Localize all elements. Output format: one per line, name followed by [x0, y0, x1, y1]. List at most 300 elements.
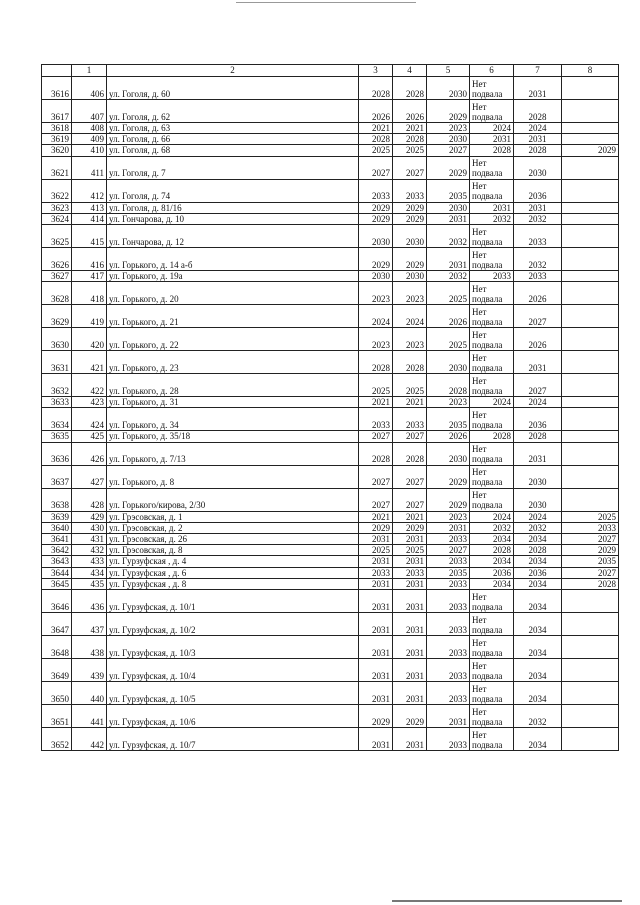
basement-col6-cell: Нет подвала [470, 225, 514, 248]
address-cell: ул. Грэсовская, д. 2 [107, 522, 359, 533]
table-row [42, 179, 619, 202]
item-number-cell: 420 [72, 328, 107, 351]
year-col5-cell: 2033 [427, 556, 470, 567]
address-cell: ул. Горького, д. 8 [107, 465, 359, 488]
item-number-cell: 426 [72, 442, 107, 465]
year-col5-cell: 2032 [427, 225, 470, 248]
year-col7-cell: 2030 [514, 465, 562, 488]
table-row [42, 705, 619, 728]
table-row [42, 511, 619, 522]
address-cell: ул. Гурзуфская, д. 10/2 [107, 613, 359, 636]
year-col4-cell: 2027 [393, 465, 427, 488]
table-row [42, 545, 619, 556]
address-cell: ул. Гурзуфская, д. 10/6 [107, 705, 359, 728]
address-cell: ул. Гурзуфская , д. 8 [107, 578, 359, 589]
year-col3-cell: 2027 [359, 156, 393, 179]
table-row [42, 408, 619, 431]
address-cell: ул. Гурзуфская, д. 10/1 [107, 590, 359, 613]
item-number-cell: 425 [72, 431, 107, 442]
year-col8-cell [562, 397, 619, 408]
year-col7-cell: 2028 [514, 100, 562, 123]
table-row [42, 534, 619, 545]
address-cell: ул. Гоголя, д. 7 [107, 156, 359, 179]
year-col8-cell: 2028 [562, 578, 619, 589]
year-col5-cell: 2030 [427, 442, 470, 465]
year-col3-cell: 2021 [359, 123, 393, 134]
address-cell: ул. Горького, д. 35/18 [107, 431, 359, 442]
year-col8-cell: 2027 [562, 567, 619, 578]
year-col3-cell: 2027 [359, 431, 393, 442]
table-row [42, 590, 619, 613]
row-number-cell: 3632 [42, 374, 72, 397]
year-col7-cell: 2031 [514, 202, 562, 213]
year-col7-cell: 2026 [514, 328, 562, 351]
year-col4-cell: 2031 [393, 534, 427, 545]
table-row [42, 77, 619, 100]
year-col8-cell [562, 179, 619, 202]
year-col4-cell: 2031 [393, 613, 427, 636]
basement-col6-cell: Нет подвала [470, 156, 514, 179]
table-row [42, 225, 619, 248]
row-number-cell: 3649 [42, 659, 72, 682]
address-cell: ул. Горького, д. 31 [107, 397, 359, 408]
year-col7-cell: 2033 [514, 225, 562, 248]
year-col4-cell: 2029 [393, 248, 427, 271]
year-col8-cell [562, 488, 619, 511]
header-cell-1: 1 [72, 65, 107, 77]
year-col7-cell: 2034 [514, 556, 562, 567]
item-number-cell: 418 [72, 282, 107, 305]
year-col8-cell [562, 728, 619, 751]
address-cell: ул. Горького, д. 14 а-б [107, 248, 359, 271]
row-number-cell: 3641 [42, 534, 72, 545]
item-number-cell: 424 [72, 408, 107, 431]
table-row [42, 567, 619, 578]
table-row [42, 351, 619, 374]
year-col5-cell: 2029 [427, 156, 470, 179]
table-row [42, 659, 619, 682]
item-number-cell: 422 [72, 374, 107, 397]
basement-col6-cell: Нет подвала [470, 682, 514, 705]
year-col5-cell: 2026 [427, 431, 470, 442]
year-col4-cell: 2031 [393, 682, 427, 705]
year-col8-cell [562, 442, 619, 465]
address-cell: ул. Грэсовская, д. 8 [107, 545, 359, 556]
address-cell: ул. Горького, д. 7/13 [107, 442, 359, 465]
basement-col6-cell: Нет подвала [470, 488, 514, 511]
row-number-cell: 3651 [42, 705, 72, 728]
row-number-cell: 3619 [42, 134, 72, 145]
table-row [42, 488, 619, 511]
year-col4-cell: 2021 [393, 123, 427, 134]
row-number-cell: 3645 [42, 578, 72, 589]
item-number-cell: 421 [72, 351, 107, 374]
year-col4-cell: 2028 [393, 442, 427, 465]
address-cell: ул. Горького, д. 22 [107, 328, 359, 351]
year-col5-cell: 2035 [427, 179, 470, 202]
year-col3-cell: 2028 [359, 134, 393, 145]
basement-col6-cell: 2034 [470, 578, 514, 589]
year-col3-cell: 2031 [359, 682, 393, 705]
year-col7-cell: 2027 [514, 374, 562, 397]
year-col5-cell: 2033 [427, 682, 470, 705]
row-number-cell: 3639 [42, 511, 72, 522]
scan-artifact-top [236, 2, 416, 3]
year-col3-cell: 2033 [359, 179, 393, 202]
item-number-cell: 413 [72, 202, 107, 213]
item-number-cell: 427 [72, 465, 107, 488]
year-col5-cell: 2035 [427, 567, 470, 578]
year-col7-cell: 2031 [514, 134, 562, 145]
year-col3-cell: 2029 [359, 202, 393, 213]
item-number-cell: 434 [72, 567, 107, 578]
year-col7-cell: 2036 [514, 179, 562, 202]
year-col8-cell [562, 682, 619, 705]
year-col3-cell: 2031 [359, 636, 393, 659]
year-col8-cell [562, 123, 619, 134]
row-number-cell: 3636 [42, 442, 72, 465]
year-col3-cell: 2031 [359, 556, 393, 567]
basement-col6-cell: Нет подвала [470, 351, 514, 374]
year-col7-cell: 2034 [514, 534, 562, 545]
row-number-cell: 3646 [42, 590, 72, 613]
basement-col6-cell: 2024 [470, 123, 514, 134]
basement-col6-cell: 2031 [470, 202, 514, 213]
year-col4-cell: 2029 [393, 213, 427, 224]
table-row [42, 465, 619, 488]
address-cell: ул. Гоголя, д. 63 [107, 123, 359, 134]
year-col8-cell [562, 100, 619, 123]
year-col4-cell: 2030 [393, 225, 427, 248]
year-col7-cell: 2032 [514, 213, 562, 224]
year-col3-cell: 2031 [359, 534, 393, 545]
table-row [42, 328, 619, 351]
year-col8-cell [562, 374, 619, 397]
table-row [42, 578, 619, 589]
item-number-cell: 441 [72, 705, 107, 728]
year-col3-cell: 2029 [359, 213, 393, 224]
year-col4-cell: 2031 [393, 556, 427, 567]
year-col8-cell [562, 225, 619, 248]
year-col3-cell: 2033 [359, 567, 393, 578]
address-cell: ул. Гончарова, д. 12 [107, 225, 359, 248]
year-col4-cell: 2031 [393, 590, 427, 613]
row-number-cell: 3628 [42, 282, 72, 305]
year-col8-cell [562, 328, 619, 351]
row-number-cell: 3626 [42, 248, 72, 271]
year-col7-cell: 2031 [514, 442, 562, 465]
item-number-cell: 412 [72, 179, 107, 202]
year-col8-cell [562, 351, 619, 374]
item-number-cell: 414 [72, 213, 107, 224]
address-cell: ул. Гурзуфская, д. 10/5 [107, 682, 359, 705]
year-col4-cell: 2031 [393, 578, 427, 589]
basement-col6-cell: Нет подвала [470, 179, 514, 202]
table-row [42, 100, 619, 123]
header-cell-5: 5 [427, 65, 470, 77]
year-col5-cell: 2031 [427, 522, 470, 533]
address-cell: ул. Гурзуфская , д. 6 [107, 567, 359, 578]
year-col5-cell: 2033 [427, 613, 470, 636]
row-number-cell: 3638 [42, 488, 72, 511]
basement-col6-cell: 2032 [470, 522, 514, 533]
basement-col6-cell: 2028 [470, 545, 514, 556]
year-col4-cell: 2025 [393, 145, 427, 156]
row-number-cell: 3647 [42, 613, 72, 636]
table-row [42, 123, 619, 134]
row-number-cell: 3625 [42, 225, 72, 248]
year-col4-cell: 2027 [393, 156, 427, 179]
address-cell: ул. Горького, д. 34 [107, 408, 359, 431]
year-col5-cell: 2026 [427, 305, 470, 328]
basement-col6-cell: Нет подвала [470, 248, 514, 271]
address-cell: ул. Горького, д. 19а [107, 271, 359, 282]
table-row [42, 374, 619, 397]
year-col7-cell: 2032 [514, 705, 562, 728]
year-col7-cell: 2036 [514, 408, 562, 431]
header-cell-6: 6 [470, 65, 514, 77]
year-col4-cell: 2027 [393, 431, 427, 442]
item-number-cell: 435 [72, 578, 107, 589]
table-row [42, 431, 619, 442]
year-col3-cell: 2031 [359, 590, 393, 613]
year-col3-cell: 2028 [359, 77, 393, 100]
row-number-cell: 3616 [42, 77, 72, 100]
item-number-cell: 433 [72, 556, 107, 567]
row-number-cell: 3640 [42, 522, 72, 533]
basement-col6-cell: 2036 [470, 567, 514, 578]
year-col5-cell: 2030 [427, 77, 470, 100]
item-number-cell: 416 [72, 248, 107, 271]
table-row [42, 271, 619, 282]
year-col8-cell [562, 282, 619, 305]
year-col5-cell: 2029 [427, 100, 470, 123]
year-col8-cell: 2033 [562, 522, 619, 533]
year-col3-cell: 2029 [359, 248, 393, 271]
item-number-cell: 407 [72, 100, 107, 123]
table-row [42, 636, 619, 659]
table-row [42, 442, 619, 465]
item-number-cell: 411 [72, 156, 107, 179]
year-col3-cell: 2027 [359, 465, 393, 488]
basement-col6-cell: Нет подвала [470, 728, 514, 751]
year-col5-cell: 2029 [427, 465, 470, 488]
year-col3-cell: 2025 [359, 145, 393, 156]
header-cell-8: 8 [562, 65, 619, 77]
year-col7-cell: 2024 [514, 511, 562, 522]
table-row [42, 556, 619, 567]
year-col7-cell: 2030 [514, 488, 562, 511]
item-number-cell: 409 [72, 134, 107, 145]
year-col3-cell: 2024 [359, 305, 393, 328]
header-cell-7: 7 [514, 65, 562, 77]
year-col8-cell [562, 271, 619, 282]
basement-col6-cell: Нет подвала [470, 408, 514, 431]
row-number-cell: 3630 [42, 328, 72, 351]
year-col4-cell: 2024 [393, 305, 427, 328]
year-col3-cell: 2028 [359, 442, 393, 465]
year-col3-cell: 2029 [359, 705, 393, 728]
year-col5-cell: 2023 [427, 123, 470, 134]
address-cell: ул. Гоголя, д. 81/16 [107, 202, 359, 213]
year-col4-cell: 2033 [393, 408, 427, 431]
address-cell: ул. Грэсовская, д. 1 [107, 511, 359, 522]
year-col5-cell: 2031 [427, 248, 470, 271]
item-number-cell: 436 [72, 590, 107, 613]
year-col3-cell: 2026 [359, 100, 393, 123]
basement-col6-cell: Нет подвала [470, 636, 514, 659]
item-number-cell: 410 [72, 145, 107, 156]
basement-col6-cell: 2024 [470, 397, 514, 408]
year-col5-cell: 2033 [427, 728, 470, 751]
table-row [42, 156, 619, 179]
address-cell: ул. Гончарова, д. 10 [107, 213, 359, 224]
basement-col6-cell: 2028 [470, 431, 514, 442]
header-cell-4: 4 [393, 65, 427, 77]
year-col5-cell: 2033 [427, 636, 470, 659]
table-row [42, 213, 619, 224]
year-col8-cell: 2025 [562, 511, 619, 522]
year-col3-cell: 2025 [359, 374, 393, 397]
address-cell: ул. Гоголя, д. 60 [107, 77, 359, 100]
year-col5-cell: 2029 [427, 488, 470, 511]
year-col8-cell [562, 202, 619, 213]
table-row [42, 202, 619, 213]
year-col7-cell: 2034 [514, 613, 562, 636]
year-col4-cell: 2027 [393, 488, 427, 511]
year-col5-cell: 2031 [427, 705, 470, 728]
year-col7-cell: 2034 [514, 659, 562, 682]
header-cell-3: 3 [359, 65, 393, 77]
year-col7-cell: 2027 [514, 305, 562, 328]
year-col7-cell: 2024 [514, 397, 562, 408]
item-number-cell: 415 [72, 225, 107, 248]
basement-col6-cell: Нет подвала [470, 465, 514, 488]
year-col4-cell: 2023 [393, 282, 427, 305]
basement-col6-cell: Нет подвала [470, 100, 514, 123]
year-col7-cell: 2028 [514, 431, 562, 442]
table-row [42, 728, 619, 751]
table-body [42, 77, 619, 751]
row-number-cell: 3627 [42, 271, 72, 282]
year-col3-cell: 2023 [359, 328, 393, 351]
row-number-cell: 3652 [42, 728, 72, 751]
row-number-cell: 3643 [42, 556, 72, 567]
item-number-cell: 419 [72, 305, 107, 328]
item-number-cell: 437 [72, 613, 107, 636]
year-col4-cell: 2021 [393, 397, 427, 408]
basement-col6-cell: Нет подвала [470, 374, 514, 397]
table-row [42, 397, 619, 408]
basement-col6-cell: Нет подвала [470, 442, 514, 465]
address-cell: ул. Гурзуфская, д. 10/7 [107, 728, 359, 751]
year-col3-cell: 2031 [359, 659, 393, 682]
basement-col6-cell: Нет подвала [470, 282, 514, 305]
year-col4-cell: 2026 [393, 100, 427, 123]
year-col8-cell [562, 659, 619, 682]
row-number-cell: 3621 [42, 156, 72, 179]
table-row [42, 248, 619, 271]
item-number-cell: 406 [72, 77, 107, 100]
year-col8-cell [562, 408, 619, 431]
year-col5-cell: 2035 [427, 408, 470, 431]
item-number-cell: 428 [72, 488, 107, 511]
year-col4-cell: 2028 [393, 77, 427, 100]
year-col8-cell [562, 305, 619, 328]
basement-col6-cell: Нет подвала [470, 659, 514, 682]
row-number-cell: 3637 [42, 465, 72, 488]
row-number-cell: 3644 [42, 567, 72, 578]
table-row [42, 134, 619, 145]
address-cell: ул. Горького, д. 28 [107, 374, 359, 397]
year-col4-cell: 2025 [393, 374, 427, 397]
year-col3-cell: 2030 [359, 225, 393, 248]
year-col5-cell: 2030 [427, 202, 470, 213]
address-cell: ул. Гоголя, д. 74 [107, 179, 359, 202]
year-col5-cell: 2025 [427, 328, 470, 351]
year-col5-cell: 2030 [427, 351, 470, 374]
table-row [42, 682, 619, 705]
year-col8-cell [562, 77, 619, 100]
year-col7-cell: 2026 [514, 282, 562, 305]
year-col3-cell: 2021 [359, 397, 393, 408]
address-cell: ул. Гоголя, д. 68 [107, 145, 359, 156]
basement-col6-cell: Нет подвала [470, 77, 514, 100]
year-col3-cell: 2027 [359, 488, 393, 511]
year-col3-cell: 2023 [359, 282, 393, 305]
basement-col6-cell: Нет подвала [470, 705, 514, 728]
year-col7-cell: 2033 [514, 271, 562, 282]
year-col7-cell: 2031 [514, 77, 562, 100]
year-col4-cell: 2031 [393, 659, 427, 682]
year-col4-cell: 2029 [393, 202, 427, 213]
year-col8-cell: 2027 [562, 534, 619, 545]
row-number-cell: 3624 [42, 213, 72, 224]
year-col7-cell: 2036 [514, 567, 562, 578]
year-col5-cell: 2033 [427, 590, 470, 613]
year-col7-cell: 2032 [514, 522, 562, 533]
address-cell: ул. Грэсовская, д. 26 [107, 534, 359, 545]
year-col8-cell [562, 156, 619, 179]
basement-col6-cell: 2031 [470, 134, 514, 145]
address-cell: ул. Гоголя, д. 62 [107, 100, 359, 123]
basement-col6-cell: 2028 [470, 145, 514, 156]
year-col4-cell: 2033 [393, 567, 427, 578]
header-cell-index [42, 65, 72, 77]
year-col8-cell [562, 636, 619, 659]
year-col7-cell: 2031 [514, 351, 562, 374]
row-number-cell: 3648 [42, 636, 72, 659]
item-number-cell: 408 [72, 123, 107, 134]
item-number-cell: 442 [72, 728, 107, 751]
year-col4-cell: 2025 [393, 545, 427, 556]
year-col5-cell: 2031 [427, 213, 470, 224]
row-number-cell: 3650 [42, 682, 72, 705]
item-number-cell: 439 [72, 659, 107, 682]
year-col8-cell [562, 134, 619, 145]
year-col4-cell: 2031 [393, 728, 427, 751]
row-number-cell: 3618 [42, 123, 72, 134]
basement-col6-cell: Нет подвала [470, 613, 514, 636]
row-number-cell: 3635 [42, 431, 72, 442]
address-cell: ул. Гурзуфская, д. 10/4 [107, 659, 359, 682]
row-number-cell: 3631 [42, 351, 72, 374]
year-col8-cell: 2029 [562, 545, 619, 556]
basement-col6-cell: Нет подвала [470, 590, 514, 613]
year-col7-cell: 2028 [514, 545, 562, 556]
item-number-cell: 430 [72, 522, 107, 533]
basement-col6-cell: 2034 [470, 534, 514, 545]
